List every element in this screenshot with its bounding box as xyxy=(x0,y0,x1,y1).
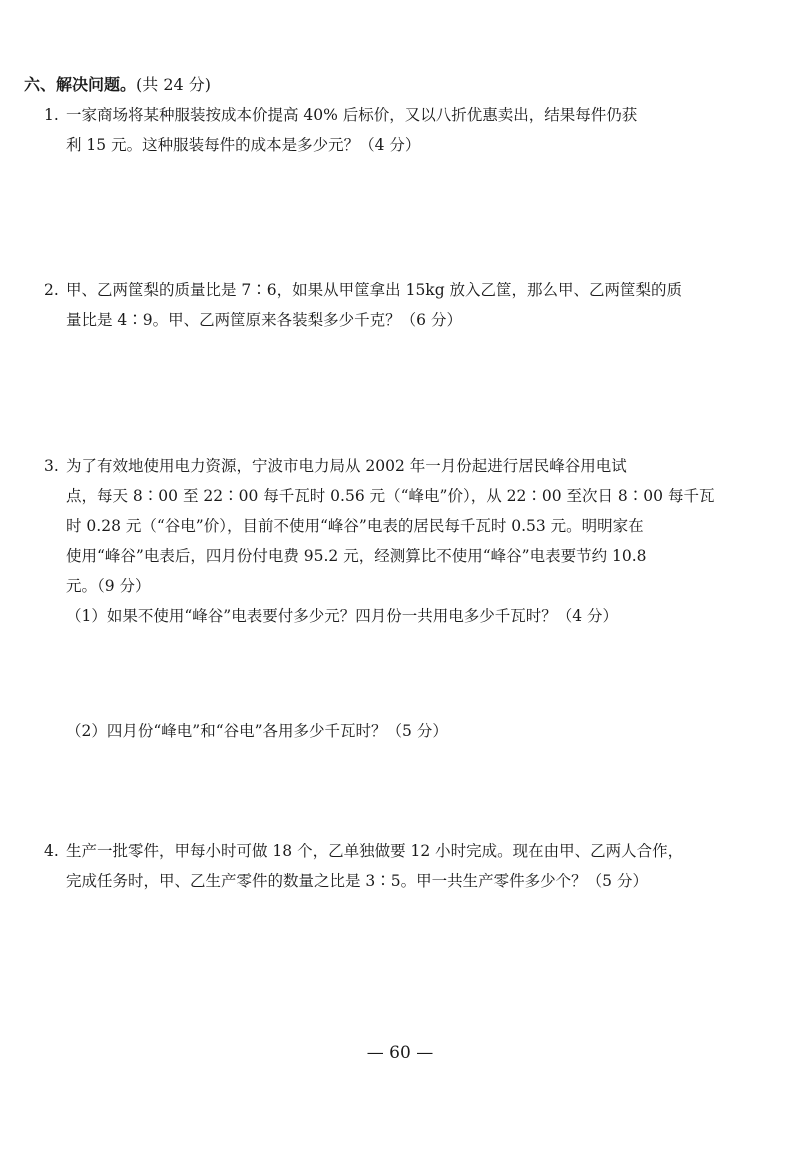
problem-text-line: 点，每天 8∶00 至 22∶00 每千瓦时 0.56 元（“峰电”价），从 22∶00 至次日 8∶00 每千瓦 xyxy=(66,487,715,505)
problem-text-line: 甲、乙两筐梨的质量比是 7∶6，如果从甲筐拿出 15kg 放入乙筐，那么甲、乙两筐梨的质 xyxy=(66,281,683,299)
problem-3 xyxy=(44,451,715,631)
problem-1 xyxy=(44,100,678,160)
problem-text-line: 完成任务时，甲、乙生产零件的数量之比是 3∶5。甲一共生产零件多少个？（5 分） xyxy=(66,872,648,890)
problem-text-line: 利 15 元。这种服装每件的成本是多少元？（4 分） xyxy=(66,136,421,154)
problem-4 xyxy=(44,836,684,896)
section-heading: 六、解决问题。 xyxy=(24,75,137,94)
section-score: (共 24 分) xyxy=(136,75,212,94)
problem-text-line: 为了有效地使用电力资源，宁波市电力局从 2002 年一月份起进行居民峰谷用电试 xyxy=(66,457,627,475)
section-title xyxy=(24,70,211,100)
problem-3-part-2 xyxy=(44,716,678,746)
problem-2 xyxy=(44,275,683,335)
sub-question-1: （1）如果不使用“峰谷”电表要付多少元？四月份一共用电多少千瓦时？（4 分） xyxy=(66,607,619,625)
problem-text-line: 生产一批零件，甲每小时可做 18 个，乙单独做要 12 小时完成。现在由甲、乙两人合作， xyxy=(66,842,684,860)
problem-text-line: 使用“峰谷”电表后，四月份付电费 95.2 元，经测算比不使用“峰谷”电表要节约 10.8 xyxy=(66,547,647,565)
problem-text-line: 元。（9 分） xyxy=(66,577,151,595)
problem-text-line: 时 0.28 元（“谷电”价），目前不使用“峰谷”电表的居民每千瓦时 0.53 元。明明家在 xyxy=(66,517,644,535)
problem-text-line: 量比是 4∶9。甲、乙两筐原来各装梨多少千克？（6 分） xyxy=(66,311,462,329)
sub-question-2: （2）四月份“峰电”和“谷电”各用多少千瓦时？（5 分） xyxy=(66,722,448,740)
problem-number: 1. xyxy=(44,106,59,124)
problem-number: 4. xyxy=(44,842,59,860)
problem-number: 2. xyxy=(44,281,59,299)
problem-number: 3. xyxy=(44,457,59,475)
page-number: — 60 — xyxy=(366,1043,434,1063)
problem-text-line: 一家商场将某种服装按成本价提高 40% 后标价，又以八折优惠卖出，结果每件仍获 xyxy=(66,106,638,124)
